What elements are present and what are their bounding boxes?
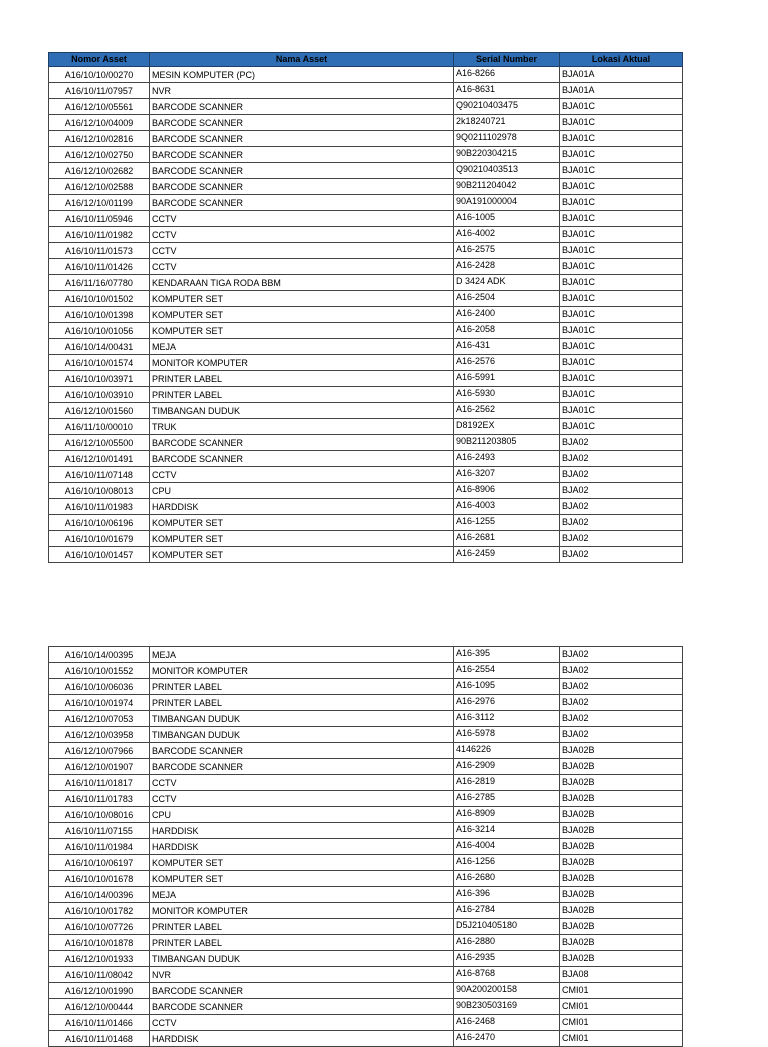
table-row: [49, 999, 683, 1015]
serial-number-cell: A16-2935: [454, 951, 560, 967]
nomor-asset-cell: A16/10/10/03971: [49, 371, 150, 387]
nomor-asset-cell: A16/10/10/01398: [49, 307, 150, 323]
nama-asset-cell: MEJA: [150, 887, 454, 903]
table-row: [49, 339, 683, 355]
lokasi-aktual-cell: BJA02B: [560, 759, 683, 775]
lokasi-aktual-cell: BJA02B: [560, 903, 683, 919]
nomor-asset-cell: A16/12/10/05500: [49, 435, 150, 451]
serial-number-cell: A16-3214: [454, 823, 560, 839]
nama-asset-cell: TIMBANGAN DUDUK: [150, 711, 454, 727]
nomor-asset-cell: A16/10/11/08042: [49, 967, 150, 983]
serial-number-cell: A16-2576: [454, 355, 560, 371]
table-row: [49, 67, 683, 83]
table-row: [49, 419, 683, 435]
table-row: [49, 483, 683, 499]
table-row: [49, 887, 683, 903]
nama-asset-cell: KOMPUTER SET: [150, 307, 454, 323]
serial-number-cell: A16-1256: [454, 855, 560, 871]
lokasi-aktual-cell: BJA01C: [560, 339, 683, 355]
lokasi-aktual-cell: BJA02: [560, 435, 683, 451]
nama-asset-cell: MESIN KOMPUTER (PC): [150, 67, 454, 83]
nama-asset-cell: TIMBANGAN DUDUK: [150, 403, 454, 419]
nama-asset-cell: BARCODE SCANNER: [150, 147, 454, 163]
table-row: [49, 775, 683, 791]
lokasi-aktual-cell: BJA02: [560, 695, 683, 711]
serial-number-cell: A16-2784: [454, 903, 560, 919]
nomor-asset-cell: A16/11/10/00010: [49, 419, 150, 435]
serial-number-cell: 90A200200158: [454, 983, 560, 999]
serial-number-cell: A16-2058: [454, 323, 560, 339]
nama-asset-cell: MONITOR KOMPUTER: [150, 355, 454, 371]
header-nomor-asset: Nomor Asset: [49, 53, 150, 67]
lokasi-aktual-cell: BJA01C: [560, 291, 683, 307]
nomor-asset-cell: A16/10/10/01679: [49, 531, 150, 547]
serial-number-cell: 90B230503169: [454, 999, 560, 1015]
table-row: [49, 227, 683, 243]
lokasi-aktual-cell: CMI01: [560, 983, 683, 999]
table-row: [49, 99, 683, 115]
lokasi-aktual-cell: BJA02B: [560, 935, 683, 951]
table-row: [49, 515, 683, 531]
nama-asset-cell: BARCODE SCANNER: [150, 983, 454, 999]
serial-number-cell: A16-2976: [454, 695, 560, 711]
nomor-asset-cell: A16/10/11/05946: [49, 211, 150, 227]
nama-asset-cell: PRINTER LABEL: [150, 679, 454, 695]
nomor-asset-cell: A16/12/10/01990: [49, 983, 150, 999]
table-row: [49, 919, 683, 935]
serial-number-cell: A16-1095: [454, 679, 560, 695]
asset-table-bottom: [48, 646, 683, 1047]
nama-asset-cell: BARCODE SCANNER: [150, 179, 454, 195]
lokasi-aktual-cell: BJA01C: [560, 355, 683, 371]
table-row: [49, 695, 683, 711]
nomor-asset-cell: A16/12/10/04009: [49, 115, 150, 131]
nomor-asset-cell: A16/10/11/07148: [49, 467, 150, 483]
nomor-asset-cell: A16/10/10/06196: [49, 515, 150, 531]
nama-asset-cell: NVR: [150, 83, 454, 99]
nama-asset-cell: BARCODE SCANNER: [150, 743, 454, 759]
table-row: [49, 711, 683, 727]
nomor-asset-cell: A16/10/10/01552: [49, 663, 150, 679]
nama-asset-cell: MONITOR KOMPUTER: [150, 663, 454, 679]
nomor-asset-cell: A16/10/11/01983: [49, 499, 150, 515]
serial-number-cell: 90B211204042: [454, 179, 560, 195]
header-nama-asset: Nama Asset: [150, 53, 454, 67]
nama-asset-cell: KOMPUTER SET: [150, 871, 454, 887]
table-row: [49, 275, 683, 291]
serial-number-cell: A16-8631: [454, 83, 560, 99]
lokasi-aktual-cell: BJA01C: [560, 403, 683, 419]
header-lokasi-aktual: Lokasi Aktual: [560, 53, 683, 67]
nama-asset-cell: MONITOR KOMPUTER: [150, 903, 454, 919]
lokasi-aktual-cell: BJA02: [560, 679, 683, 695]
nomor-asset-cell: A16/10/10/06036: [49, 679, 150, 695]
lokasi-aktual-cell: BJA01C: [560, 387, 683, 403]
nomor-asset-cell: A16/10/10/01878: [49, 935, 150, 951]
serial-number-cell: A16-2554: [454, 663, 560, 679]
nomor-asset-cell: A16/12/10/01933: [49, 951, 150, 967]
nama-asset-cell: CCTV: [150, 467, 454, 483]
nomor-asset-cell: A16/10/10/01457: [49, 547, 150, 563]
table-row: [49, 727, 683, 743]
table-row: [49, 259, 683, 275]
serial-number-cell: A16-8768: [454, 967, 560, 983]
nama-asset-cell: TIMBANGAN DUDUK: [150, 727, 454, 743]
lokasi-aktual-cell: BJA02B: [560, 887, 683, 903]
serial-number-cell: A16-1005: [454, 211, 560, 227]
table-row: [49, 467, 683, 483]
lokasi-aktual-cell: BJA01C: [560, 227, 683, 243]
nomor-asset-cell: A16/12/10/02682: [49, 163, 150, 179]
nama-asset-cell: CPU: [150, 807, 454, 823]
nama-asset-cell: NVR: [150, 967, 454, 983]
nama-asset-cell: KOMPUTER SET: [150, 291, 454, 307]
table-row: [49, 807, 683, 823]
nama-asset-cell: CCTV: [150, 211, 454, 227]
nama-asset-cell: BARCODE SCANNER: [150, 99, 454, 115]
nomor-asset-cell: A16/12/10/01560: [49, 403, 150, 419]
serial-number-cell: A16-4002: [454, 227, 560, 243]
table-row: [49, 903, 683, 919]
table-row: [49, 743, 683, 759]
serial-number-cell: 90A191000004: [454, 195, 560, 211]
lokasi-aktual-cell: BJA08: [560, 967, 683, 983]
table-row: [49, 115, 683, 131]
serial-number-cell: A16-3112: [454, 711, 560, 727]
table-row: [49, 679, 683, 695]
serial-number-cell: D 3424 ADK: [454, 275, 560, 291]
table-row: [49, 871, 683, 887]
lokasi-aktual-cell: BJA02B: [560, 855, 683, 871]
table-row: [49, 147, 683, 163]
lokasi-aktual-cell: BJA01C: [560, 163, 683, 179]
lokasi-aktual-cell: BJA01C: [560, 131, 683, 147]
nama-asset-cell: PRINTER LABEL: [150, 371, 454, 387]
table-row: [49, 323, 683, 339]
lokasi-aktual-cell: BJA01C: [560, 195, 683, 211]
nama-asset-cell: MEJA: [150, 647, 454, 663]
lokasi-aktual-cell: BJA01A: [560, 83, 683, 99]
nama-asset-cell: PRINTER LABEL: [150, 935, 454, 951]
lokasi-aktual-cell: BJA01C: [560, 275, 683, 291]
lokasi-aktual-cell: BJA01A: [560, 67, 683, 83]
header-serial-number: Serial Number: [454, 53, 560, 67]
lokasi-aktual-cell: CMI01: [560, 1031, 683, 1047]
nomor-asset-cell: A16/12/10/02588: [49, 179, 150, 195]
table-row: [49, 403, 683, 419]
nomor-asset-cell: A16/12/10/01199: [49, 195, 150, 211]
serial-number-cell: A16-395: [454, 647, 560, 663]
nama-asset-cell: HARDDISK: [150, 1031, 454, 1047]
serial-number-cell: A16-8906: [454, 483, 560, 499]
table-row: [49, 307, 683, 323]
lokasi-aktual-cell: BJA02: [560, 515, 683, 531]
nomor-asset-cell: A16/10/11/01573: [49, 243, 150, 259]
lokasi-aktual-cell: BJA01C: [560, 259, 683, 275]
nomor-asset-cell: A16/10/10/08016: [49, 807, 150, 823]
lokasi-aktual-cell: BJA01C: [560, 99, 683, 115]
nama-asset-cell: CCTV: [150, 1015, 454, 1031]
table-row: [49, 531, 683, 547]
table-row: [49, 855, 683, 871]
nomor-asset-cell: A16/10/11/07155: [49, 823, 150, 839]
table-row: [49, 435, 683, 451]
nomor-asset-cell: A16/12/10/02750: [49, 147, 150, 163]
serial-number-cell: A16-5991: [454, 371, 560, 387]
nama-asset-cell: KOMPUTER SET: [150, 531, 454, 547]
nama-asset-cell: BARCODE SCANNER: [150, 131, 454, 147]
table-row: [49, 131, 683, 147]
lokasi-aktual-cell: BJA01C: [560, 419, 683, 435]
serial-number-cell: Q90210403513: [454, 163, 560, 179]
nomor-asset-cell: A16/10/11/01466: [49, 1015, 150, 1031]
nama-asset-cell: CCTV: [150, 775, 454, 791]
nama-asset-cell: KOMPUTER SET: [150, 855, 454, 871]
table-row: [49, 211, 683, 227]
nomor-asset-cell: A16/10/10/08013: [49, 483, 150, 499]
serial-number-cell: A16-2575: [454, 243, 560, 259]
serial-number-cell: A16-2470: [454, 1031, 560, 1047]
nomor-asset-cell: A16/10/14/00395: [49, 647, 150, 663]
table-row: [49, 451, 683, 467]
lokasi-aktual-cell: BJA02B: [560, 839, 683, 855]
lokasi-aktual-cell: BJA02B: [560, 775, 683, 791]
table-row: [49, 983, 683, 999]
table-row: [49, 663, 683, 679]
nomor-asset-cell: A16/10/10/01056: [49, 323, 150, 339]
lokasi-aktual-cell: BJA01C: [560, 323, 683, 339]
table-row: [49, 1015, 683, 1031]
serial-number-cell: A16-8266: [454, 67, 560, 83]
nama-asset-cell: KOMPUTER SET: [150, 547, 454, 563]
serial-number-cell: A16-2880: [454, 935, 560, 951]
nomor-asset-cell: A16/10/11/01982: [49, 227, 150, 243]
asset-table-top: [48, 52, 683, 563]
nama-asset-cell: HARDDISK: [150, 823, 454, 839]
serial-number-cell: A16-2680: [454, 871, 560, 887]
table-row: [49, 951, 683, 967]
nama-asset-cell: TRUK: [150, 419, 454, 435]
table-row: [49, 935, 683, 951]
serial-number-cell: A16-2819: [454, 775, 560, 791]
nama-asset-cell: KOMPUTER SET: [150, 515, 454, 531]
table-row: [49, 647, 683, 663]
lokasi-aktual-cell: BJA02B: [560, 823, 683, 839]
serial-number-cell: A16-5978: [454, 727, 560, 743]
nomor-asset-cell: A16/11/16/07780: [49, 275, 150, 291]
lokasi-aktual-cell: BJA02B: [560, 951, 683, 967]
lokasi-aktual-cell: BJA02: [560, 531, 683, 547]
lokasi-aktual-cell: CMI01: [560, 1015, 683, 1031]
serial-number-cell: A16-2785: [454, 791, 560, 807]
nama-asset-cell: BARCODE SCANNER: [150, 435, 454, 451]
serial-number-cell: 4146226: [454, 743, 560, 759]
lokasi-aktual-cell: BJA02B: [560, 807, 683, 823]
header-row: [49, 53, 683, 67]
nomor-asset-cell: A16/10/10/07726: [49, 919, 150, 935]
nomor-asset-cell: A16/10/11/01783: [49, 791, 150, 807]
nama-asset-cell: CCTV: [150, 243, 454, 259]
lokasi-aktual-cell: CMI01: [560, 999, 683, 1015]
lokasi-aktual-cell: BJA02: [560, 483, 683, 499]
nomor-asset-cell: A16/10/10/01678: [49, 871, 150, 887]
serial-number-cell: Q90210403475: [454, 99, 560, 115]
serial-number-cell: D8192EX: [454, 419, 560, 435]
nomor-asset-cell: A16/12/10/03958: [49, 727, 150, 743]
lokasi-aktual-cell: BJA01C: [560, 307, 683, 323]
serial-number-cell: 90B220304215: [454, 147, 560, 163]
serial-number-cell: A16-2504: [454, 291, 560, 307]
serial-number-cell: 2k18240721: [454, 115, 560, 131]
table-row: [49, 355, 683, 371]
serial-number-cell: A16-2459: [454, 547, 560, 563]
nomor-asset-cell: A16/10/14/00396: [49, 887, 150, 903]
nomor-asset-cell: A16/12/10/07053: [49, 711, 150, 727]
nomor-asset-cell: A16/10/10/00270: [49, 67, 150, 83]
nomor-asset-cell: A16/10/10/03910: [49, 387, 150, 403]
nama-asset-cell: PRINTER LABEL: [150, 919, 454, 935]
table-row: [49, 791, 683, 807]
serial-number-cell: A16-4004: [454, 839, 560, 855]
nama-asset-cell: TIMBANGAN DUDUK: [150, 951, 454, 967]
serial-number-cell: A16-2428: [454, 259, 560, 275]
nama-asset-cell: CCTV: [150, 259, 454, 275]
table-row: [49, 967, 683, 983]
serial-number-cell: A16-396: [454, 887, 560, 903]
table-row: [49, 499, 683, 515]
lokasi-aktual-cell: BJA01C: [560, 243, 683, 259]
nama-asset-cell: PRINTER LABEL: [150, 695, 454, 711]
table-row: [49, 839, 683, 855]
nomor-asset-cell: A16/12/10/00444: [49, 999, 150, 1015]
nama-asset-cell: CCTV: [150, 791, 454, 807]
serial-number-cell: A16-1255: [454, 515, 560, 531]
serial-number-cell: 9Q0211102978: [454, 131, 560, 147]
table-row: [49, 387, 683, 403]
serial-number-cell: A16-431: [454, 339, 560, 355]
lokasi-aktual-cell: BJA02: [560, 547, 683, 563]
lokasi-aktual-cell: BJA02: [560, 467, 683, 483]
nama-asset-cell: KOMPUTER SET: [150, 323, 454, 339]
nomor-asset-cell: A16/10/10/01782: [49, 903, 150, 919]
lokasi-aktual-cell: BJA01C: [560, 115, 683, 131]
nomor-asset-cell: A16/10/11/01817: [49, 775, 150, 791]
table-row: [49, 759, 683, 775]
nomor-asset-cell: A16/12/10/05561: [49, 99, 150, 115]
serial-number-cell: A16-8909: [454, 807, 560, 823]
nama-asset-cell: HARDDISK: [150, 499, 454, 515]
lokasi-aktual-cell: BJA02B: [560, 791, 683, 807]
lokasi-aktual-cell: BJA02B: [560, 919, 683, 935]
nomor-asset-cell: A16/12/10/01907: [49, 759, 150, 775]
nama-asset-cell: KENDARAAN TIGA RODA BBM: [150, 275, 454, 291]
nomor-asset-cell: A16/10/14/00431: [49, 339, 150, 355]
serial-number-cell: A16-3207: [454, 467, 560, 483]
nomor-asset-cell: A16/12/10/02816: [49, 131, 150, 147]
table-row: [49, 195, 683, 211]
nomor-asset-cell: A16/12/10/01491: [49, 451, 150, 467]
serial-number-cell: A16-2493: [454, 451, 560, 467]
nomor-asset-cell: A16/10/10/01574: [49, 355, 150, 371]
serial-number-cell: A16-2468: [454, 1015, 560, 1031]
table-row: [49, 179, 683, 195]
nomor-asset-cell: A16/12/10/07966: [49, 743, 150, 759]
nomor-asset-cell: A16/10/11/07957: [49, 83, 150, 99]
table-row: [49, 163, 683, 179]
lokasi-aktual-cell: BJA01C: [560, 179, 683, 195]
serial-number-cell: A16-2681: [454, 531, 560, 547]
lokasi-aktual-cell: BJA02B: [560, 871, 683, 887]
table-row: [49, 243, 683, 259]
serial-number-cell: A16-2909: [454, 759, 560, 775]
lokasi-aktual-cell: BJA02B: [560, 743, 683, 759]
table-row: [49, 1031, 683, 1047]
lokasi-aktual-cell: BJA02: [560, 663, 683, 679]
nomor-asset-cell: A16/10/11/01984: [49, 839, 150, 855]
serial-number-cell: D5J210405180: [454, 919, 560, 935]
nama-asset-cell: MEJA: [150, 339, 454, 355]
serial-number-cell: 90B211203805: [454, 435, 560, 451]
nama-asset-cell: BARCODE SCANNER: [150, 451, 454, 467]
table-row: [49, 823, 683, 839]
lokasi-aktual-cell: BJA02: [560, 451, 683, 467]
nama-asset-cell: BARCODE SCANNER: [150, 115, 454, 131]
lokasi-aktual-cell: BJA02: [560, 647, 683, 663]
nama-asset-cell: PRINTER LABEL: [150, 387, 454, 403]
lokasi-aktual-cell: BJA02: [560, 711, 683, 727]
lokasi-aktual-cell: BJA02: [560, 727, 683, 743]
table-row: [49, 291, 683, 307]
table-row: [49, 83, 683, 99]
lokasi-aktual-cell: BJA01C: [560, 211, 683, 227]
lokasi-aktual-cell: BJA01C: [560, 371, 683, 387]
nomor-asset-cell: A16/10/11/01468: [49, 1031, 150, 1047]
nama-asset-cell: BARCODE SCANNER: [150, 163, 454, 179]
serial-number-cell: A16-5930: [454, 387, 560, 403]
serial-number-cell: A16-2562: [454, 403, 560, 419]
nomor-asset-cell: A16/10/11/01426: [49, 259, 150, 275]
lokasi-aktual-cell: BJA01C: [560, 147, 683, 163]
table-row: [49, 371, 683, 387]
nomor-asset-cell: A16/10/10/06197: [49, 855, 150, 871]
nama-asset-cell: HARDDISK: [150, 839, 454, 855]
nama-asset-cell: CCTV: [150, 227, 454, 243]
nama-asset-cell: BARCODE SCANNER: [150, 999, 454, 1015]
nomor-asset-cell: A16/10/10/01502: [49, 291, 150, 307]
nama-asset-cell: BARCODE SCANNER: [150, 759, 454, 775]
lokasi-aktual-cell: BJA02: [560, 499, 683, 515]
nama-asset-cell: CPU: [150, 483, 454, 499]
nama-asset-cell: BARCODE SCANNER: [150, 195, 454, 211]
nomor-asset-cell: A16/10/10/01974: [49, 695, 150, 711]
table-row: [49, 547, 683, 563]
serial-number-cell: A16-4003: [454, 499, 560, 515]
serial-number-cell: A16-2400: [454, 307, 560, 323]
